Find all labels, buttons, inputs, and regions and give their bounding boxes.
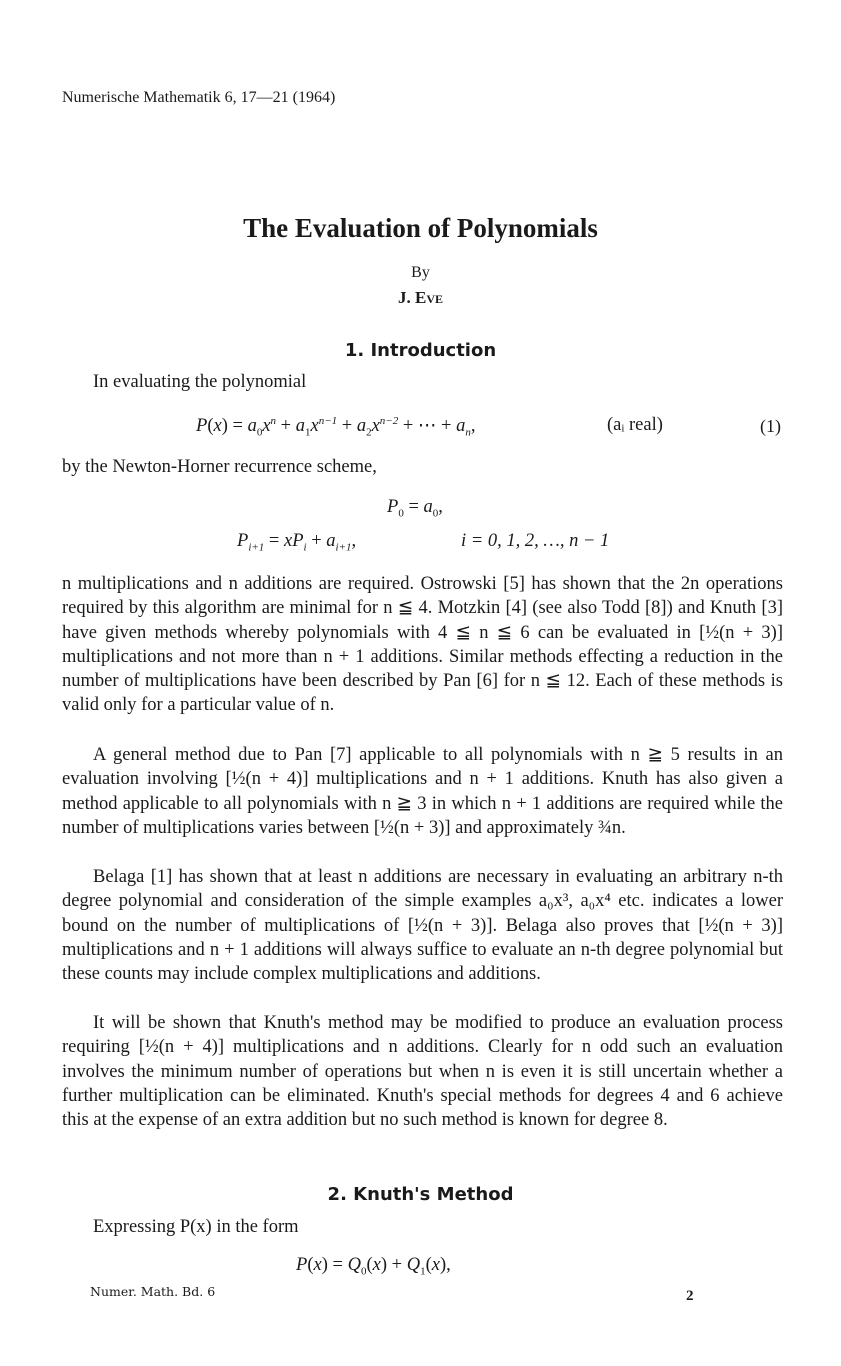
newton-horner-line: by the Newton-Horner recurrence scheme, bbox=[62, 457, 377, 477]
paragraph-4: It will be shown that Knuth's method may be modified to produce an evaluation process requiring [½(n + 4)] multiplications and n additions. Clearly for n odd such an evaluation involves the minimum number of operations but when n is even it is still uncertain whether a further multiplication can be eliminated. Knuth's special methods for degrees 4 and 6 achieve this at the expense of an extra addition but no such method is known for degree 8. bbox=[62, 1013, 783, 1131]
section-1-heading: 1. Introduction bbox=[344, 340, 497, 361]
article-title: The Evaluation of Polynomials bbox=[243, 213, 598, 243]
paragraph-1: n multiplications and n additions are required. Ostrowski [5] has shown that the 2n operations required by this algorithm are minimal for n ≦ 4. Motzkin [4] (see also Todd [8]) and Knuth [3] have given methods whereby polynomials with 4 ≦ n ≦ 6 can be evaluated in [½(n + 3)] multiplications and not more than n + 1 additions. Similar methods effecting a reduction in the number of multiplications have been described by Pan [6] for n ≦ 12. Each of these methods is valid only for a particular value of n. bbox=[62, 574, 783, 716]
equation-q-decomposition: $P(x) = Q_0(x) + Q_1(x)$, bbox=[296, 1255, 451, 1278]
recurrence-initial: $P_0 = a_0$, bbox=[387, 497, 443, 520]
byline-by: By bbox=[411, 264, 430, 281]
recurrence-range: i = 0, 1, 2, …, n − 1 bbox=[461, 531, 610, 551]
author-name: J. Eve bbox=[397, 288, 443, 307]
recurrence-step: $P_{i+1} = xP_i + a_{i+1}$, bbox=[237, 531, 357, 554]
footer-journal: Numer. Math. Bd. 6 bbox=[90, 1284, 216, 1299]
paragraph-2: A general method due to Pan [7] applicable to all polynomials with n ≧ 5 results in an evaluation involving [½(n + 4)] multiplications and n + 1 additions. Knuth has also given a method applicable to all polynomials with n ≧ 3 in which n + 1 additions are required while the number of multiplications varies between [½(n + 3)] and approximately ¾n. bbox=[62, 745, 783, 838]
paragraph-3: Belaga [1] has shown that at least n additions are necessary in evaluating an arbitrary n-th degree polynomial and consideration of the simple examples a₀x³, a₀x⁴ etc. indicates a lower bound on the number of multiplications of [½(n + 3)]. Belaga also proves that [½(n + 3)] multiplications and n + 1 additions will always suffice to evaluate an n-th degree polynomial but these counts may include complex multiplications and additions. bbox=[62, 867, 783, 985]
equation-1: $P(x) = a_0x^n + a_1x^{n-1} + a_2x^{n-2}$ + ⋯ + $a_n$, bbox=[196, 414, 476, 439]
section-2-intro: Expressing P(x) in the form bbox=[93, 1217, 299, 1237]
section-2-heading: 2. Knuth's Method bbox=[327, 1184, 514, 1205]
running-head: Numerische Mathematik 6, 17—21 (1964) bbox=[62, 89, 336, 106]
equation-1-number: (1) bbox=[760, 416, 781, 436]
footer-signature: 2 bbox=[686, 1288, 694, 1304]
equation-1-note: (aᵢ real) bbox=[607, 415, 663, 435]
intro-line: In evaluating the polynomial bbox=[93, 372, 307, 392]
